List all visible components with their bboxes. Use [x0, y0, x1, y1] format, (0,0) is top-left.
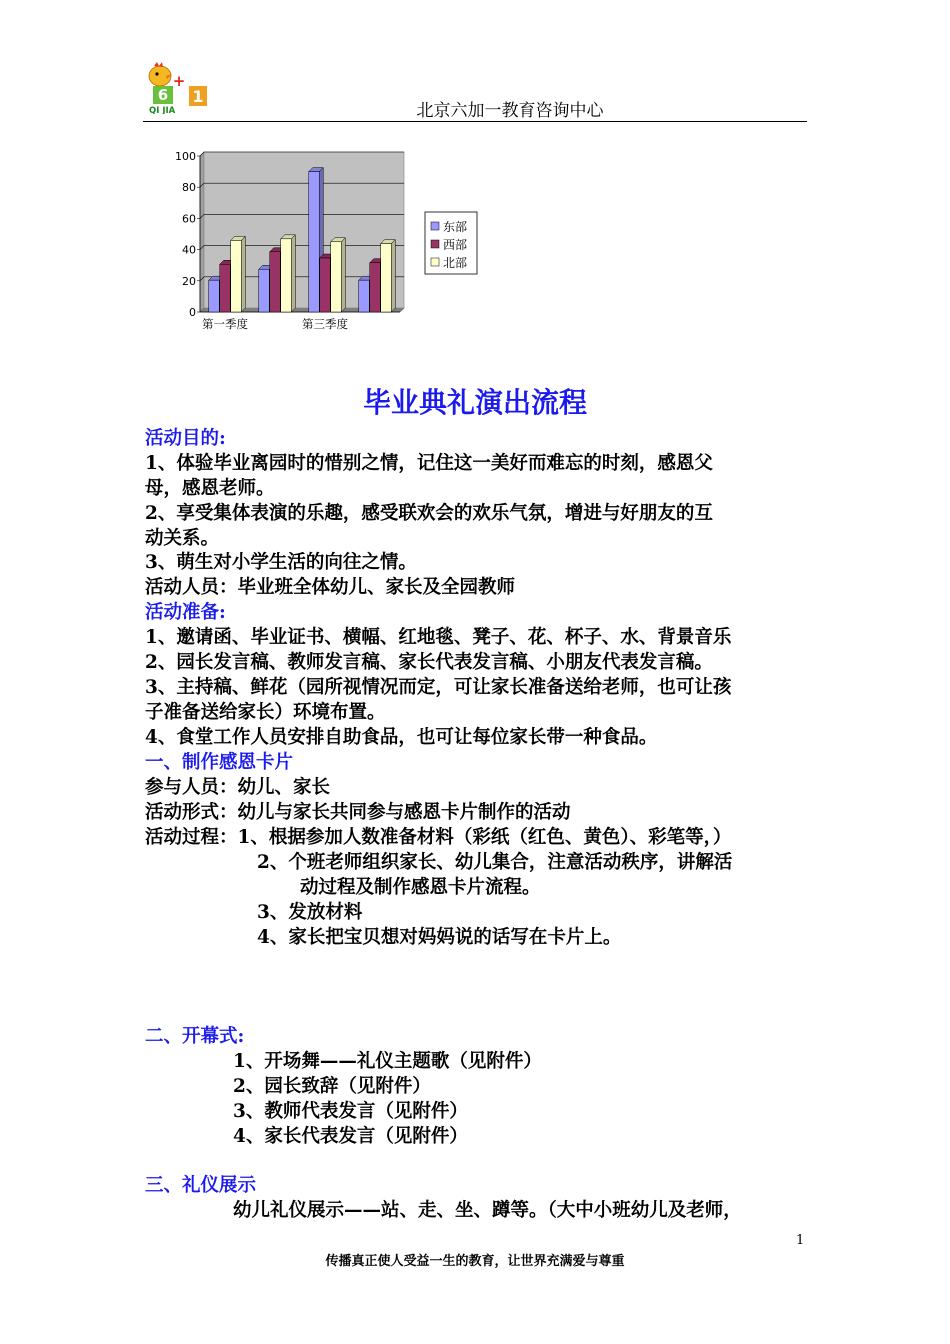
bar-side: [291, 235, 295, 312]
body-line: 4、家长把宝贝想对妈妈说的话写在卡片上。: [257, 927, 622, 948]
body-line: 幼儿礼仪展示——站、走、坐、蹲等。（大中小班幼儿及老师，: [233, 1200, 742, 1221]
body-line: 3、萌生对小学生活的向往之情。: [145, 552, 417, 573]
x-tick-label: 第三季度: [302, 317, 348, 331]
bar-side: [241, 236, 245, 312]
bar: [370, 263, 381, 312]
footer-motto: 传播真正使人受益一生的教育，让世界充满爱与尊重: [325, 1254, 625, 1269]
bar: [220, 264, 231, 312]
heading-activity-preparation: 活动准备:: [145, 602, 226, 623]
legend-swatch: [431, 222, 439, 230]
y-tick-label: 80: [182, 181, 196, 195]
body-line: 2、园长致辞（见附件）: [233, 1076, 431, 1097]
body-line: 3、教师代表发言（见附件）: [233, 1101, 468, 1122]
x-tick-label: 第一季度: [202, 317, 248, 331]
body-line: 2、享受集体表演的乐趣，感受联欢会的欢乐气氛，增进与好朋友的互: [145, 503, 713, 524]
bar: [359, 280, 370, 312]
y-tick-label: 60: [182, 212, 196, 226]
chart-side-wall: [200, 152, 204, 312]
body-line: 1、邀请函、毕业证书、横幅、红地毯、凳子、花、杯子、水、背景音乐: [145, 627, 732, 648]
page-number: 1: [796, 1233, 805, 1248]
heading-section-two: 二、开幕式:: [145, 1026, 245, 1047]
bar-chart: [165, 148, 485, 338]
company-logo: [145, 62, 211, 114]
y-tick-label: 0: [189, 306, 196, 319]
bar-side: [391, 240, 395, 312]
bar: [209, 280, 220, 312]
body-line: 4、家长代表发言（见附件）: [233, 1126, 468, 1147]
bar: [270, 252, 281, 312]
heading-activity-purpose: 活动目的:: [145, 428, 226, 449]
header-org-name: 北京六加一教育咨询中心: [416, 101, 604, 121]
chick-icon: [149, 62, 172, 86]
body-line: 2、园长发言稿、教师发言稿、家长代表发言稿、小朋友代表发言稿。: [145, 652, 713, 673]
y-tick-label: 100: [175, 150, 196, 163]
body-line: 母，感恩老师。: [145, 478, 275, 499]
header-divider: [143, 121, 807, 122]
body-line: 活动形式：幼儿与家长共同参与感恩卡片制作的活动: [145, 802, 571, 823]
y-tick-label: 20: [182, 274, 196, 288]
y-tick-label: 40: [182, 243, 196, 257]
body-line: 活动过程：1、根据参加人数准备材料（彩纸（红色、黄色）、彩笔等，）: [145, 827, 732, 848]
bar: [259, 269, 270, 312]
logo-one: 1: [192, 87, 204, 106]
bar-side: [341, 238, 345, 312]
body-line: 动过程及制作感恩卡片流程。: [300, 877, 541, 898]
document-title: 毕业典礼演出流程: [362, 386, 587, 419]
logo-number: 6: [157, 86, 169, 104]
bar: [320, 258, 331, 312]
bar: [231, 240, 242, 312]
legend-swatch: [431, 240, 439, 248]
body-line: 1、开场舞——礼仪主题歌（见附件）: [233, 1051, 542, 1072]
heading-section-one: 一、制作感恩卡片: [145, 752, 294, 773]
bar: [381, 244, 392, 312]
legend-label: 北部: [443, 256, 468, 270]
bar: [309, 172, 320, 312]
bar: [331, 242, 342, 312]
heading-section-three: 三、礼仪展示: [145, 1175, 257, 1196]
logo-plus: +: [172, 72, 186, 90]
legend-label: 东部: [443, 220, 468, 234]
body-line: 3、发放材料: [257, 902, 363, 923]
body-line: 4、食堂工作人员安排自助食品，也可让每位家长带一种食品。: [145, 727, 658, 748]
legend-swatch: [431, 258, 439, 266]
body-line: 1、体验毕业离园时的惜别之情，记住这一美好而难忘的时刻，感恩父: [145, 453, 713, 474]
bar: [281, 239, 292, 312]
body-line: 参与人员：幼儿、家长: [145, 777, 331, 798]
logo-text: QI JIA: [149, 106, 176, 114]
body-line: 活动人员：毕业班全体幼儿、家长及全园教师: [145, 577, 516, 598]
legend-label: 西部: [443, 238, 468, 252]
body-line: 3、主持稿、鲜花（园所视情况而定，可让家长准备送给老师，也可让孩: [145, 677, 732, 698]
body-line: 2、个班老师组织家长、幼儿集合，注意活动秩序，讲解活: [257, 852, 733, 873]
body-line: 动关系。: [145, 528, 220, 549]
body-line: 子准备送给家长）环境布置。: [145, 702, 386, 723]
